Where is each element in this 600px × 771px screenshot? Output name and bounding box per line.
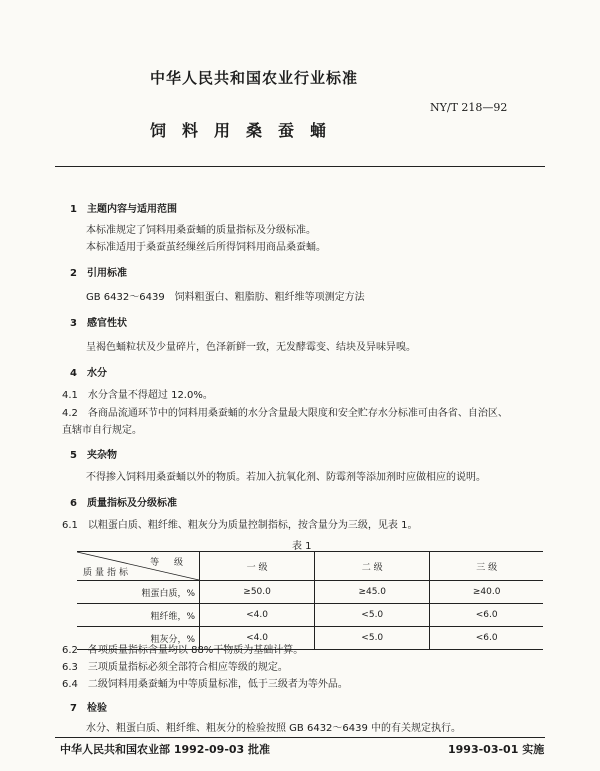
table-cell: <6.0 [430,627,543,650]
issuing-org: 中华人民共和国农业行业标准 [150,69,359,87]
section-4-2-line-2: 直辖市自行规定。 [62,425,142,436]
table-cell: ≥40.0 [430,581,543,604]
approval-line: 中华人民共和国农业部 1992-09-03 批准 [60,743,271,756]
table-cell: <4.0 [200,604,315,627]
table-cell: <5.0 [315,627,430,650]
table-row [77,604,543,627]
table-cell: <4.0 [200,627,315,650]
section-1-para-2: 本标准适用于桑蚕茧经缫丝后所得饲料用商品桑蚕蛹。 [86,242,326,253]
section-1-para-1: 本标准规定了饲料用桑蚕蛹的质量指标及分级标准。 [86,225,316,236]
implementation-date: 1993-03-01 实施 [448,743,545,756]
column-header: 一 级 [200,552,315,581]
section-7-para-1: 水分、粗蛋白质、粗纤维、粗灰分的检验按照 GB 6432～6439 中的有关规定执行。 [86,723,462,734]
section-2-para-1: GB 6432～6439 饲料粗蛋白、粗脂肪、粗纤维等项测定方法 [86,292,365,303]
table-cell: <6.0 [430,604,543,627]
footer-rule [55,737,545,738]
column-header: 二 级 [315,552,430,581]
section-5-para-1: 不得掺入饲料用桑蚕蛹以外的物质。若加入抗氧化剂、防霉剂等添加剂时应做相应的说明。 [86,472,486,483]
table-header-row [77,552,543,581]
section-6-4: 6.4 二级饲料用桑蚕蛹为中等质量标准，低于三级者为等外品。 [62,679,348,690]
table-row [77,581,543,604]
row-label: 粗蛋白质，% [77,581,200,604]
column-header: 三 级 [430,552,543,581]
row-label: 粗灰分，% [77,627,200,650]
section-6-heading: 6 质量指标及分级标准 [70,498,177,509]
section-4-heading: 4 水分 [70,368,107,379]
table-cell: ≥50.0 [200,581,315,604]
table-corner-cell [77,552,200,581]
document-title: 饲料用桑蚕蛹 [150,121,343,140]
section-4-1: 4.1 水分含量不得超过 12.0%。 [62,390,213,401]
section-7-heading: 7 检验 [70,703,107,714]
section-6-3: 6.3 三项质量指标必须全部符合相应等级的规定。 [62,662,288,673]
section-2-heading: 2 引用标准 [70,268,127,279]
table-caption: 表 1 [292,541,312,552]
section-6-2: 6.2 各项质量指标含量均以 88%干物质为基础计算。 [62,645,304,656]
corner-grade-label: 等 级 [150,558,189,568]
corner-index-label: 质量指标 [83,568,132,578]
section-3-heading: 3 感官性状 [70,318,127,329]
section-1-heading: 1 主题内容与适用范围 [70,204,177,215]
table-cell: ≥45.0 [315,581,430,604]
section-5-heading: 5 夹杂物 [70,450,117,461]
header-rule [55,166,545,167]
row-label: 粗纤维，% [77,604,200,627]
table-cell: <5.0 [315,604,430,627]
section-4-2-line-1: 4.2 各商品流通环节中的饲料用桑蚕蛹的水分含量最大限度和安全贮存水分标准可由各省、自治区、 [62,408,508,419]
section-6-1: 6.1 以粗蛋白质、粗纤维、粗灰分为质量控制指标，按含量分为三级，见表 1。 [62,520,418,531]
section-3-para-1: 呈褐色蛹粒状及少量碎片，色泽新鲜一致，无发酵霉变、结块及异味异嗅。 [86,342,416,353]
quality-grade-table [77,551,543,650]
standard-code: NY/T 218—92 [430,101,508,114]
